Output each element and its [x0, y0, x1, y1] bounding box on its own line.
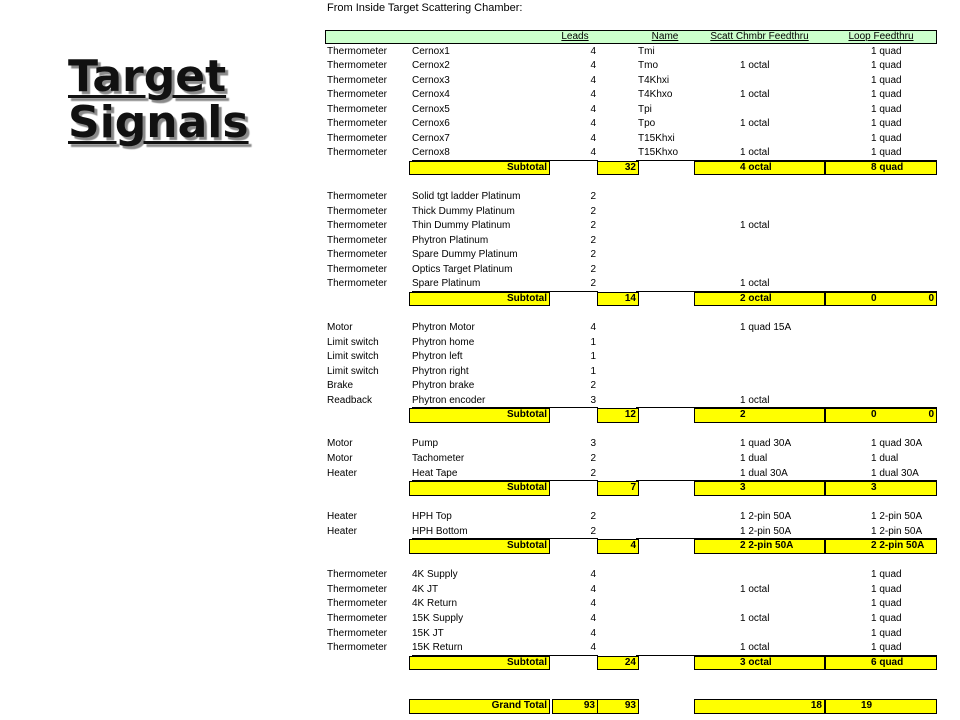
cell-leads: 2: [590, 220, 596, 232]
cell-type: Thermometer: [327, 627, 388, 639]
cell-loop-feedthru: 1 quad: [825, 146, 937, 161]
cell-sensor: HPH Bottom: [412, 525, 552, 540]
subtotal-row: [325, 656, 937, 671]
cell-leads: 4: [590, 60, 596, 72]
grand-total-scatt: 18: [810, 700, 822, 712]
table-row: [325, 263, 937, 278]
cell-scatt-feedthru: 1 quad 15A: [740, 322, 792, 333]
subtotal-row: [325, 161, 937, 176]
cell-leads: 1: [590, 336, 596, 348]
cell-scatt-feedthru: [694, 103, 825, 118]
header-leads: Leads: [561, 31, 589, 42]
subtotal-row: [325, 539, 937, 554]
cell-sensor: HPH Top: [412, 511, 452, 523]
cell-type: Thermometer: [327, 45, 388, 57]
cell-type: Brake: [327, 380, 354, 392]
table-row: [325, 612, 937, 627]
cell-name: [636, 321, 694, 336]
cell-type: Limit switch: [327, 336, 379, 348]
cell-type: Thermometer: [327, 583, 388, 595]
cell-leads: 4: [590, 118, 596, 130]
cell-sensor: Cernox6: [412, 118, 450, 130]
subtotal-leads: 7: [630, 482, 636, 494]
cell-sensor: Spare Dummy Platinum: [412, 249, 518, 261]
cell-loop-feedthru: 1 quad: [871, 132, 902, 144]
cell-name: [636, 205, 694, 220]
cell-name: T4Khxi: [638, 74, 670, 86]
cell-leads: 4: [590, 613, 596, 624]
cell-sensor: 4K JT: [412, 583, 439, 595]
cell-leads: 4: [590, 627, 596, 639]
cell-loop-feedthru: [825, 234, 937, 249]
table-row: [325, 350, 937, 365]
cell-sensor: 4K Supply: [412, 569, 458, 581]
cell-sensor: Phytron home: [412, 336, 475, 348]
cell-type: Thermometer: [327, 263, 388, 275]
cell-type: Heater: [327, 467, 358, 479]
cell-loop-feedthru: [825, 321, 937, 336]
subtotal-scatt: 4 octal: [740, 161, 772, 173]
cell-name: Tmi: [638, 45, 655, 57]
cell-scatt-feedthru: [694, 336, 825, 351]
table-row: [325, 248, 937, 263]
cell-sensor: Phytron Platinum: [412, 234, 489, 246]
cell-type: Heater: [327, 511, 358, 523]
cell-leads: 2: [590, 511, 596, 523]
cell-name: [636, 394, 694, 409]
cell-name: Tpo: [638, 118, 656, 130]
table-row: [325, 88, 937, 103]
cell-sensor: Cernox8: [412, 146, 552, 161]
cell-loop-feedthru: 1 quad: [871, 89, 902, 101]
cell-sensor: Tachometer: [412, 452, 465, 464]
cell-type: Limit switch: [327, 365, 379, 377]
cell-name: [636, 641, 694, 656]
cell-scatt-feedthru: [694, 365, 825, 380]
cell-type: Thermometer: [327, 191, 388, 203]
cell-leads: 2: [552, 467, 598, 482]
cell-scatt-feedthru: [694, 248, 825, 263]
grand-total-c1: 93: [583, 700, 595, 712]
table-row: [325, 103, 937, 118]
cell-scatt-feedthru: 1 dual: [740, 452, 768, 464]
grand-total-c2: 93: [624, 700, 636, 712]
cell-scatt-feedthru: [694, 132, 825, 147]
slide-title: [68, 51, 249, 148]
cell-name: [636, 190, 694, 205]
subtotal-scatt: 3 octal: [740, 656, 772, 668]
cell-type: Thermometer: [327, 60, 388, 72]
slide-title-line-2: Signals: [68, 97, 249, 148]
cell-loop-feedthru: 1 quad: [871, 118, 902, 130]
subtotal-leads: 4: [630, 540, 636, 552]
cell-sensor: 4K Return: [412, 598, 458, 610]
cell-loop-feedthru: 1 quad: [871, 598, 902, 610]
table-row: [325, 452, 937, 467]
sheet-title: From Inside Target Scattering Chamber:: [327, 2, 523, 14]
subtotal-loop: 2 2-pin 50A: [871, 540, 925, 552]
cell-sensor: Cernox2: [412, 60, 450, 72]
cell-leads: 4: [590, 322, 596, 333]
cell-name: [636, 583, 694, 598]
cell-sensor: Cernox7: [412, 132, 450, 144]
table-row: [325, 205, 937, 220]
table-row: [325, 277, 937, 292]
cell-name: [636, 350, 694, 365]
subtotal-label: Subtotal: [507, 409, 547, 421]
cell-loop-feedthru: 1 quad: [871, 613, 902, 624]
cell-type: Thermometer: [327, 89, 388, 101]
cell-scatt-feedthru: 1 octal: [740, 583, 770, 595]
cell-type: Heater: [327, 525, 358, 537]
cell-name: [636, 437, 694, 452]
cell-name: [636, 612, 694, 627]
cell-sensor: Cernox5: [412, 103, 450, 115]
subtotal-loop: 0: [871, 409, 877, 421]
header-name: Name: [651, 31, 679, 42]
subtotal-loop: 6 quad: [871, 656, 904, 668]
cell-scatt-feedthru: 1 octal: [694, 641, 825, 656]
cell-leads: 2: [590, 452, 596, 464]
cell-name: [636, 525, 694, 540]
cell-sensor: Heat Tape: [412, 467, 552, 482]
cell-name: [636, 452, 694, 467]
cell-sensor: Cernox4: [412, 89, 450, 101]
table-row: [325, 321, 937, 336]
cell-sensor: Solid tgt ladder Platinum: [412, 191, 521, 203]
subtotal-loop: 0: [871, 292, 877, 304]
cell-name: T4Khxo: [638, 89, 673, 101]
cell-type: Motor: [327, 438, 353, 450]
cell-loop-feedthru: 1 quad: [871, 569, 902, 581]
cell-leads: 4: [552, 146, 598, 161]
cell-name: [636, 234, 694, 249]
cell-loop-feedthru: [825, 277, 937, 292]
subtotal-loop: 3: [871, 482, 877, 494]
cell-type: Readback: [327, 394, 373, 406]
cell-leads: 4: [590, 45, 596, 57]
subtotal-count: 32: [624, 161, 636, 173]
cell-type: Thermometer: [327, 103, 388, 115]
subtotal-loop-zero: 0: [928, 292, 934, 304]
cell-leads: 4: [590, 132, 596, 144]
grand-total-label: Grand Total: [491, 700, 547, 712]
cell-sensor: Pump: [412, 438, 439, 450]
cell-scatt-feedthru: 1 2-pin 50A: [740, 511, 792, 523]
cell-leads: 2: [590, 380, 596, 392]
cell-sensor: Optics Target Platinum: [412, 263, 513, 275]
cell-scatt-feedthru: 1 octal: [740, 613, 770, 624]
cell-leads: 1: [590, 351, 596, 363]
cell-scatt-feedthru: 1 octal: [740, 60, 770, 72]
cell-type: Thermometer: [327, 118, 388, 130]
cell-sensor: 15K Return: [412, 641, 552, 656]
cell-name: [636, 467, 694, 482]
cell-name: [636, 263, 694, 278]
cell-sensor: Phytron brake: [412, 380, 475, 392]
cell-scatt-feedthru: [694, 74, 825, 89]
subtotal-loop-zero: [825, 161, 937, 176]
subtotal-leads: 24: [624, 656, 636, 668]
table-row: [325, 219, 937, 234]
subtotal-leads: 14: [624, 292, 636, 304]
cell-type: Thermometer: [327, 569, 388, 581]
cell-leads: 2: [590, 249, 596, 261]
cell-scatt-feedthru: 1 dual 30A: [694, 467, 825, 482]
cell-leads: 2: [590, 234, 596, 246]
subtotal-label: Subtotal: [507, 482, 547, 494]
table-row: [325, 641, 937, 656]
subtotal-loop-zero: [825, 539, 937, 554]
table-row: [325, 627, 937, 642]
subtotal-loop-zero: [825, 656, 937, 671]
subtotal-count: [597, 408, 639, 423]
cell-leads: 4: [590, 583, 596, 595]
subtotal-label: Subtotal: [507, 161, 547, 173]
cell-scatt-feedthru: [694, 190, 825, 205]
cell-loop-feedthru: 1 2-pin 50A: [871, 511, 923, 523]
cell-type: Thermometer: [327, 205, 388, 217]
table-row: [325, 234, 937, 249]
cell-name: [636, 336, 694, 351]
cell-loop-feedthru: [825, 190, 937, 205]
table-row: [325, 146, 937, 161]
table-row: [325, 117, 937, 132]
grand-total-row: [325, 699, 937, 714]
cell-type: Thermometer: [327, 249, 388, 261]
table-row: [325, 132, 937, 147]
cell-leads: 2: [590, 205, 596, 217]
table-row: [325, 45, 937, 60]
cell-scatt-feedthru: 1 octal: [694, 277, 825, 292]
table-row: [325, 379, 937, 394]
subtotal-scatt: 2 2-pin 50A: [740, 540, 794, 552]
cell-sensor: Phytron encoder: [412, 394, 552, 409]
cell-type: Thermometer: [327, 613, 388, 624]
table-row: [325, 510, 937, 525]
cell-leads: 4: [590, 74, 596, 86]
cell-sensor: Phytron right: [412, 365, 469, 377]
subtotal-label: Subtotal: [507, 540, 547, 552]
cell-type: Thermometer: [327, 147, 388, 159]
table-row: [325, 365, 937, 380]
cell-type: Thermometer: [327, 132, 388, 144]
cell-scatt-feedthru: 1 octal: [694, 394, 825, 409]
cell-loop-feedthru: [825, 365, 937, 380]
subtotal-count: [597, 481, 639, 496]
cell-leads: 3: [552, 394, 598, 409]
cell-scatt-feedthru: [694, 263, 825, 278]
table-row: [325, 190, 937, 205]
cell-sensor: Thick Dummy Platinum: [412, 205, 515, 217]
cell-loop-feedthru: [825, 263, 937, 278]
cell-scatt-feedthru: [694, 568, 825, 583]
cell-leads: 4: [590, 103, 596, 115]
cell-loop-feedthru: 1 quad: [871, 103, 902, 115]
table-row: [325, 59, 937, 74]
subtotal-leads: 12: [624, 409, 636, 421]
table-row: [325, 74, 937, 89]
slide-title-line-1: Target: [68, 51, 227, 102]
cell-leads: 4: [590, 598, 596, 610]
cell-loop-feedthru: 1 2-pin 50A: [825, 525, 937, 540]
cell-loop-feedthru: 1 quad: [871, 74, 902, 86]
cell-name: [636, 510, 694, 525]
cell-name: Tpi: [638, 103, 652, 115]
cell-name: T15Khxo: [636, 146, 694, 161]
cell-name: [636, 568, 694, 583]
cell-leads: 2: [552, 525, 598, 540]
cell-name: [636, 627, 694, 642]
cell-loop-feedthru: 1 quad 30A: [871, 438, 923, 450]
cell-scatt-feedthru: [694, 597, 825, 612]
cell-scatt-feedthru: 1 octal: [740, 220, 770, 232]
cell-type: Thermometer: [327, 278, 388, 290]
cell-scatt-feedthru: [694, 234, 825, 249]
table-row: [325, 525, 937, 540]
cell-sensor: Cernox1: [412, 45, 450, 57]
cell-name: [636, 365, 694, 380]
table-row: [325, 336, 937, 351]
subtotal-label: Subtotal: [507, 656, 547, 668]
cell-leads: 4: [552, 641, 598, 656]
cell-leads: 2: [590, 263, 596, 275]
cell-sensor: 15K Supply: [412, 613, 464, 624]
cell-loop-feedthru: [825, 205, 937, 220]
cell-loop-feedthru: 1 quad: [871, 627, 902, 639]
cell-type: Thermometer: [327, 642, 388, 654]
cell-loop-feedthru: 1 quad: [871, 583, 902, 595]
cell-loop-feedthru: 1 dual 30A: [825, 467, 937, 482]
table-row: [325, 583, 937, 598]
cell-loop-feedthru: [825, 379, 937, 394]
cell-loop-feedthru: [825, 394, 937, 409]
cell-scatt-feedthru: 1 2-pin 50A: [694, 525, 825, 540]
cell-sensor: Phytron left: [412, 351, 463, 363]
cell-scatt-feedthru: [694, 379, 825, 394]
cell-type: Limit switch: [327, 351, 379, 363]
subtotal-loop-zero: [825, 481, 937, 496]
cell-scatt-feedthru: [694, 350, 825, 365]
cell-leads: 4: [590, 89, 596, 101]
cell-scatt-feedthru: [694, 45, 825, 60]
cell-sensor: 15K JT: [412, 627, 444, 639]
grand-total-loop: 19: [861, 700, 873, 712]
header-row: [325, 30, 937, 45]
table-row: [325, 394, 937, 409]
cell-scatt-feedthru: 1 octal: [694, 146, 825, 161]
cell-sensor: Cernox3: [412, 74, 450, 86]
cell-loop-feedthru: [825, 336, 937, 351]
cell-loop-feedthru: [825, 350, 937, 365]
cell-sensor: Phytron Motor: [412, 322, 475, 333]
cell-loop-feedthru: 1 quad: [825, 641, 937, 656]
subtotal-row: [325, 292, 937, 307]
subtotal-count: [597, 539, 639, 554]
cell-leads: 2: [552, 277, 598, 292]
cell-type: Motor: [327, 452, 353, 464]
cell-name: [636, 277, 694, 292]
cell-scatt-feedthru: 1 quad 30A: [740, 438, 792, 450]
cell-name: T15Khxi: [638, 132, 675, 144]
cell-leads: 3: [590, 438, 596, 450]
header-loop-feedthru: Loop Feedthru: [848, 31, 914, 42]
cell-loop-feedthru: [825, 219, 937, 234]
table-row: [325, 568, 937, 583]
subtotal-scatt: 3: [740, 482, 746, 494]
cell-scatt-feedthru: 1 octal: [740, 89, 770, 101]
subtotal-scatt: 2: [740, 409, 746, 421]
cell-type: Motor: [327, 322, 353, 333]
cell-leads: 4: [590, 569, 596, 581]
subtotal-row: [325, 481, 937, 496]
cell-sensor: Spare Platinum: [412, 277, 552, 292]
subtotal-count: [597, 292, 639, 307]
cell-loop-feedthru: 1 quad: [871, 60, 902, 72]
cell-type: Thermometer: [327, 598, 388, 610]
subtotal-scatt: 2 octal: [740, 292, 772, 304]
cell-name: [636, 379, 694, 394]
cell-scatt-feedthru: [694, 627, 825, 642]
cell-type: Thermometer: [327, 234, 388, 246]
cell-name: [636, 597, 694, 612]
cell-name: [636, 248, 694, 263]
cell-sensor: Thin Dummy Platinum: [412, 220, 511, 232]
subtotal-label: Subtotal: [507, 292, 547, 304]
table-row: [325, 597, 937, 612]
cell-type: Thermometer: [327, 74, 388, 86]
cell-leads: 1: [590, 365, 596, 377]
cell-loop-feedthru: 1 quad: [871, 45, 902, 57]
subtotal-row: [325, 408, 937, 423]
cell-name: Tmo: [638, 60, 658, 72]
subtotal-count: [597, 656, 639, 671]
table-row: [325, 437, 937, 452]
cell-leads: 2: [590, 191, 596, 203]
cell-loop-feedthru: [825, 248, 937, 263]
cell-loop-feedthru: 1 dual: [871, 452, 899, 464]
header-scatt-chmbr-feedthru: Scatt Chmbr Feedthru: [710, 31, 809, 42]
subtotal-loop-zero: 0: [928, 409, 934, 421]
cell-scatt-feedthru: 1 octal: [740, 118, 770, 130]
cell-type: Thermometer: [327, 220, 388, 232]
subtotal-loop: 8 quad: [871, 161, 904, 173]
table-row: [325, 467, 937, 482]
cell-scatt-feedthru: [694, 205, 825, 220]
cell-name: [636, 219, 694, 234]
